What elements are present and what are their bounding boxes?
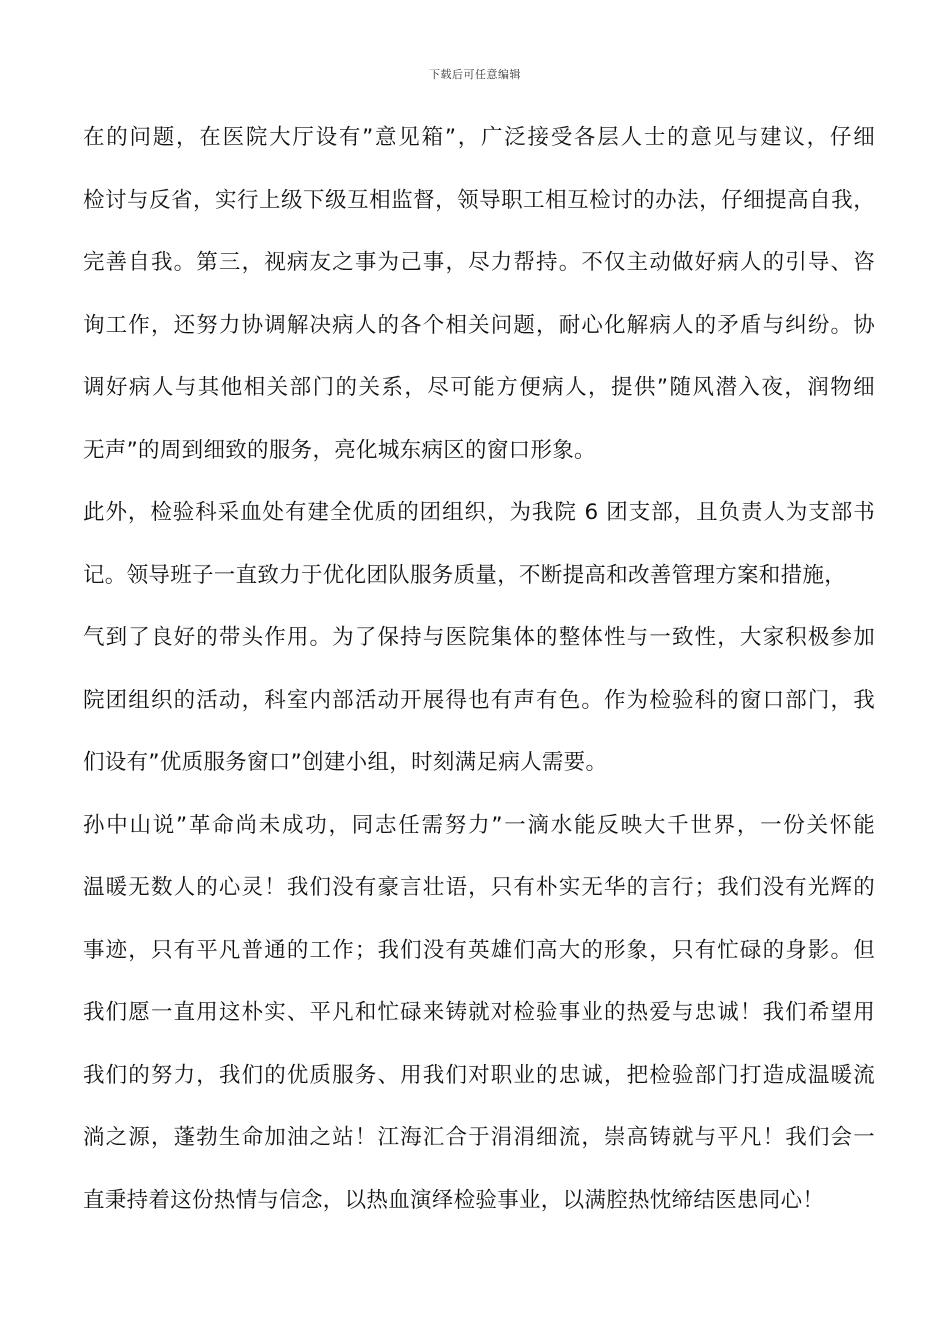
text-line: 淌之源，蓬勃生命加油之站！江海汇合于涓涓细流，崇高铸就与平凡！我们会一 bbox=[83, 1125, 875, 1150]
text-line: 孙中山说”革命尚未成功，同志任需努力”一滴水能反映大千世界，一份关怀能 bbox=[83, 812, 875, 838]
paragraph bbox=[83, 118, 875, 493]
text-line: 我们愿一直用这朴实、平凡和忙碌来铸就对检验事业的热爱与忠诚！我们希望用 bbox=[83, 1000, 875, 1025]
text-line: 在的问题，在医院大厅设有”意见箱”，广泛接受各层人士的意见与建议，仔细 bbox=[83, 125, 875, 150]
text-line: 无声”的周到细致的服务，亮化城东病区的窗口形象。 bbox=[83, 437, 596, 463]
page-header: 下载后可任意编辑 bbox=[429, 68, 521, 81]
text-line: 们设有”优质服务窗口”创建小组，时刻满足病人需要。 bbox=[83, 750, 608, 775]
text-line: 此外，检验科采血处有建全优质的团组织，为我院 6 团支部，且负责人为支部书 bbox=[83, 500, 875, 525]
paragraph bbox=[83, 493, 875, 806]
text-line: 调好病人与其他相关部门的关系，尽可能方便病人，提供”随风潜入夜，润物细 bbox=[83, 375, 875, 400]
text-line: 院团组织的活动，科室内部活动开展得也有声有色。作为检验科的窗口部门，我 bbox=[83, 687, 875, 713]
text-line: 气到了良好的带头作用。为了保持与医院集体的整体性与一致性，大家积极参加 bbox=[83, 625, 875, 650]
text-line: 记。领导班子一直致力于优化团队服务质量，不断提高和改善管理方案和措施， bbox=[83, 562, 847, 588]
text-line: 温暖无数人的心灵！我们没有豪言壮语，只有朴实无华的言行；我们没有光辉的 bbox=[83, 875, 875, 900]
document-body bbox=[83, 118, 875, 1243]
text-line: 事迹，只有平凡普通的工作；我们没有英雄们高大的形象，只有忙碌的身影。但 bbox=[83, 937, 875, 963]
text-line: 我们的努力，我们的优质服务、用我们对职业的忠诚，把检验部门打造成温暖流 bbox=[83, 1062, 875, 1088]
paragraph bbox=[83, 806, 875, 1244]
text-line: 询工作，还努力协调解决病人的各个相关问题，耐心化解病人的矛盾与纠纷。协 bbox=[83, 312, 875, 338]
text-line: 完善自我。第三，视病友之事为己事，尽力帮持。不仅主动做好病人的引导、咨 bbox=[83, 250, 875, 275]
text-line: 检讨与反省，实行上级下级互相监督，领导职工相互检讨的办法，仔细提高自我， bbox=[83, 187, 875, 213]
text-line: 直秉持着这份热情与信念，以热血演绎检验事业，以满腔热忱缔结医患同心！ bbox=[83, 1187, 825, 1213]
